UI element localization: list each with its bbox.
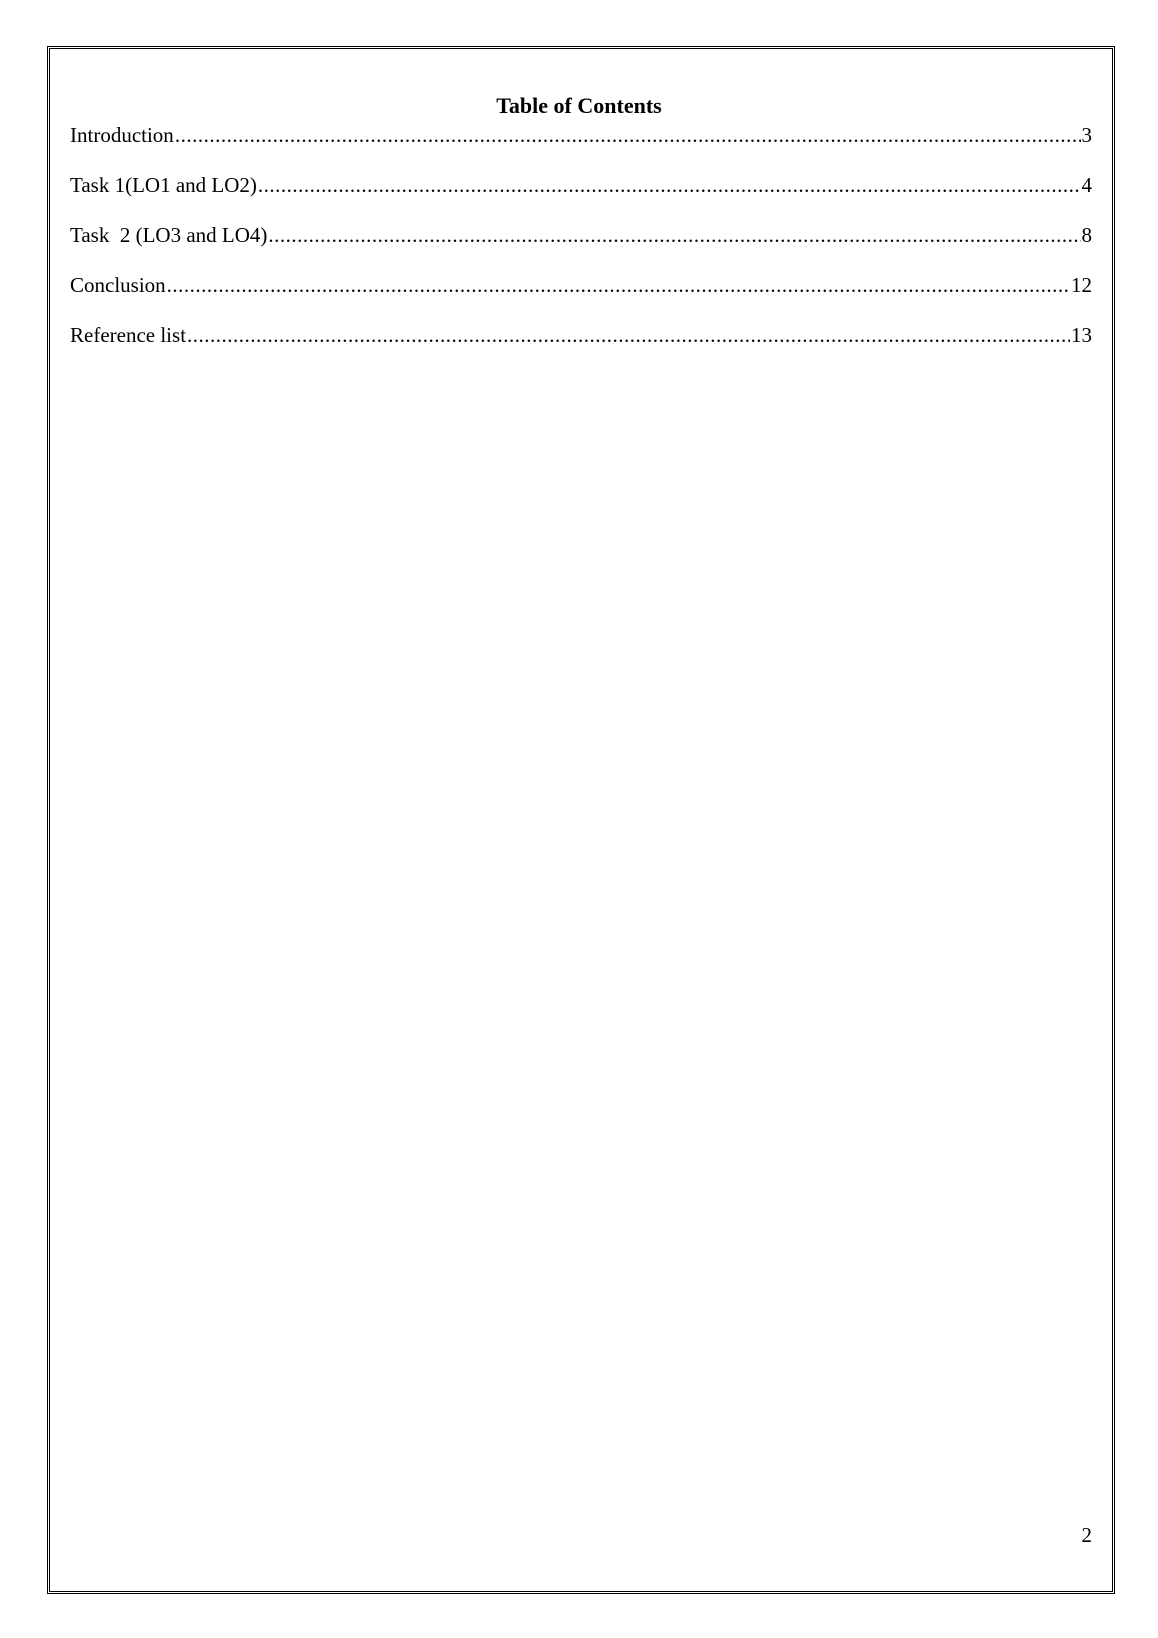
toc-entry-task-1[interactable] — [70, 171, 1092, 221]
toc-entry-task-2[interactable] — [70, 221, 1092, 271]
toc-entry-label: Task 2 (LO3 and LO4) — [70, 223, 268, 247]
toc-entry-page: 4 — [1081, 173, 1092, 197]
toc-title: Table of Contents — [496, 93, 662, 118]
toc-entry-conclusion[interactable] — [70, 271, 1092, 321]
toc-entry-reference-list[interactable] — [70, 321, 1092, 371]
toc-entry-introduction[interactable] — [70, 121, 1092, 171]
toc-entry-page: 13 — [1071, 323, 1092, 347]
page-number: 2 — [1081, 1523, 1092, 1547]
toc-entry-page: 12 — [1071, 273, 1092, 297]
dot-leader — [268, 221, 1080, 249]
table-of-contents — [70, 121, 1092, 371]
dot-leader — [175, 121, 1081, 149]
toc-entry-label: Conclusion — [70, 273, 166, 297]
toc-entry-label: Task 1(LO1 and LO2) — [70, 173, 257, 197]
toc-entry-label: Introduction — [70, 123, 174, 147]
dot-leader — [258, 171, 1081, 199]
toc-entry-page: 3 — [1081, 123, 1092, 147]
toc-entry-page: 8 — [1081, 223, 1092, 247]
toc-entry-label: Reference list — [70, 323, 187, 347]
dot-leader — [167, 271, 1070, 299]
dot-leader — [187, 321, 1070, 349]
